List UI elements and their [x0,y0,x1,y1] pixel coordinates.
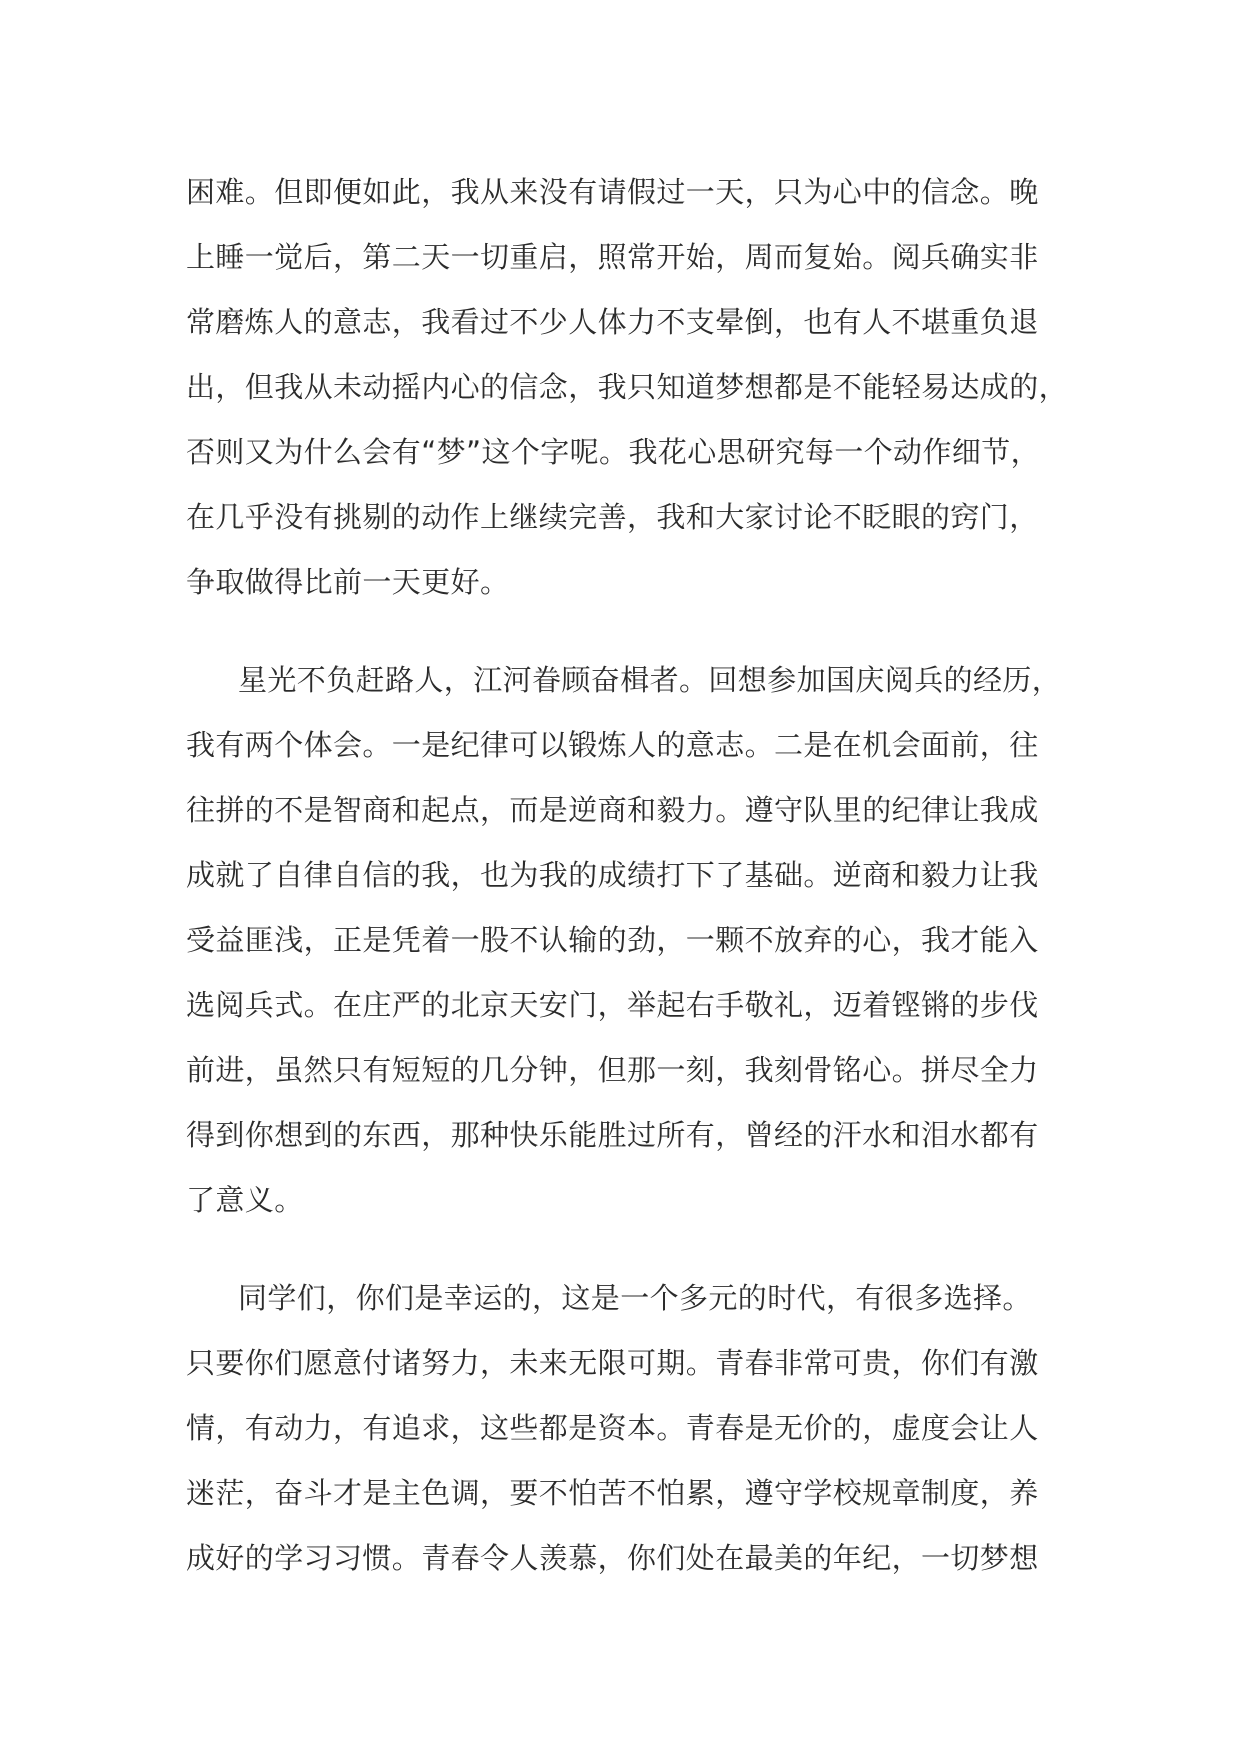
text-line: 困难。但即便如此，我从来没有请假过一天，只为心中的信念。晚 [186,175,1039,209]
body-text [186,160,1086,1591]
text-line: 情，有动力，有追求，这些都是资本。青春是无价的，虚度会让人 [186,1411,1039,1445]
text-line-content: 星光不负赶路人，江河眷顾奋楫者。回想参加国庆阅兵的经历， [238,663,1062,697]
text-line: 否则又为什么会有“梦”这个字呢。我花心思研究每一个动作细节， [186,435,1041,469]
text-line-first [186,1266,1086,1331]
text-line: 上睡一觉后，第二天一切重启，照常开始，周而复始。阅兵确实非 [186,240,1039,274]
text-line: 成就了自律自信的我，也为我的成绩打下了基础。逆商和毅力让我 [186,858,1039,892]
text-line: 我有两个体会。一是纪律可以锻炼人的意志。二是在机会面前，往 [186,728,1039,762]
text-line: 成好的学习习惯。青春令人羡慕，你们处在最美的年纪，一切梦想 [186,1541,1039,1575]
text-line: 往拼的不是智商和起点，而是逆商和毅力。遵守队里的纪律让我成 [186,793,1039,827]
text-line-first [186,648,1086,713]
text-line: 前进，虽然只有短短的几分钟，但那一刻，我刻骨铭心。拼尽全力 [186,1053,1039,1087]
text-line: 了意义。 [186,1183,304,1217]
paragraph-spacer [186,615,1086,648]
text-line: 受益匪浅，正是凭着一股不认输的劲，一颗不放弃的心，我才能入 [186,923,1039,957]
text-line: 只要你们愿意付诸努力，未来无限可期。青春非常可贵，你们有激 [186,1346,1039,1380]
text-line-content: 同学们，你们是幸运的，这是一个多元的时代，有很多选择。 [238,1281,1032,1315]
paragraph-2 [186,648,1086,1233]
paragraph-1 [186,160,1086,615]
text-line: 选阅兵式。在庄严的北京天安门，举起右手敬礼，迈着铿锵的步伐 [186,988,1039,1022]
text-line: 在几乎没有挑剔的动作上继续完善，我和大家讨论不眨眼的窍门， [186,500,1039,534]
text-line: 争取做得比前一天更好。 [186,565,510,599]
paragraph-spacer [186,1233,1086,1266]
text-line: 得到你想到的东西，那种快乐能胜过所有，曾经的汗水和泪水都有 [186,1118,1039,1152]
text-line: 迷茫，奋斗才是主色调，要不怕苦不怕累，遵守学校规章制度，养 [186,1476,1039,1510]
paragraph-3 [186,1266,1086,1591]
text-line: 常磨炼人的意志，我看过不少人体力不支晕倒，也有人不堪重负退 [186,305,1039,339]
text-line: 出，但我从未动摇内心的信念，我只知道梦想都是不能轻易达成的， [186,370,1069,404]
